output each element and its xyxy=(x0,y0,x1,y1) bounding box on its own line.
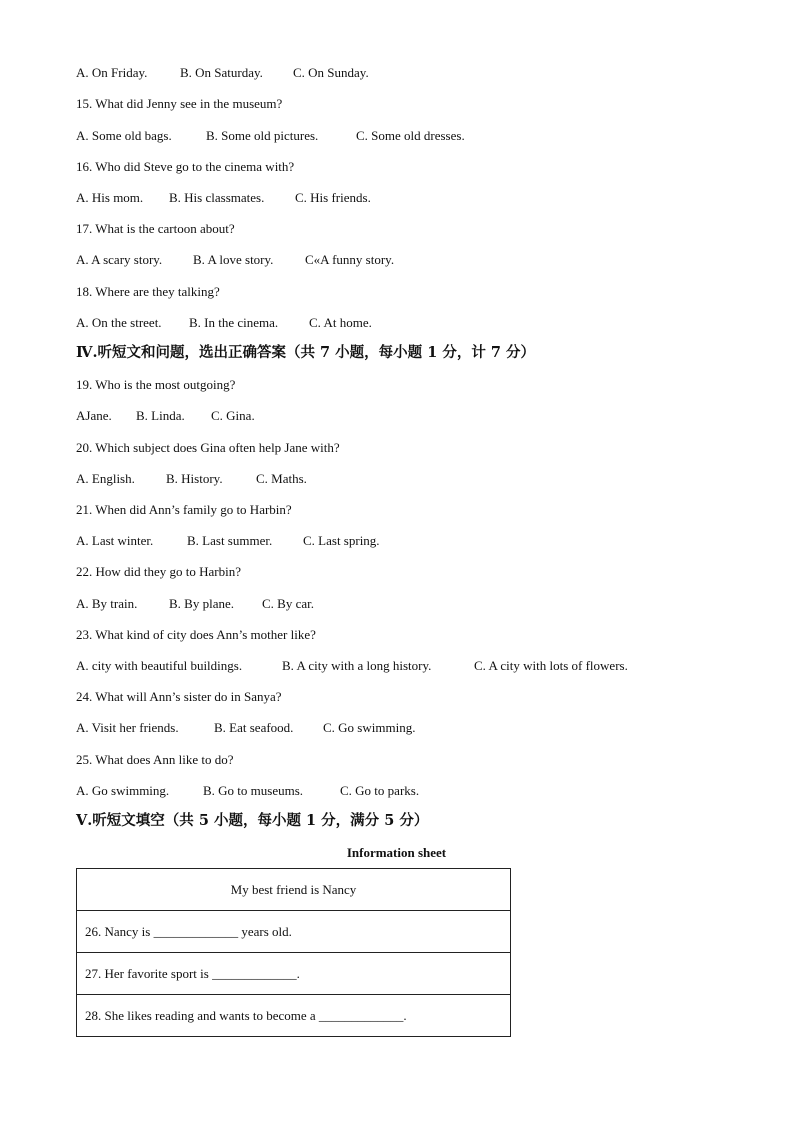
table-row xyxy=(77,911,511,953)
options-row xyxy=(76,783,419,799)
options-row xyxy=(76,190,371,206)
option: A. Some old bags. xyxy=(76,128,172,143)
table-caption: Information sheet xyxy=(346,845,447,860)
option: C. Maths. xyxy=(256,471,307,486)
option: A. city with beautiful buildings. xyxy=(76,658,243,673)
question-text: 20. Which subject does Gina often help Jane with? xyxy=(76,440,340,455)
option: B. A love story. xyxy=(193,252,274,267)
option: B. Go to museums. xyxy=(203,783,304,798)
option: A. Go swimming. xyxy=(76,783,170,798)
table-cell: 27. Her favorite sport is _____________. xyxy=(77,953,511,995)
question-text: 19. Who is the most outgoing? xyxy=(76,377,236,392)
question-text: 16. Who did Steve go to the cinema with? xyxy=(76,159,295,174)
question-text: 24. What will Ann’s sister do in Sanya? xyxy=(76,689,282,704)
options-row xyxy=(76,128,465,144)
option: B. His classmates. xyxy=(169,190,265,205)
option: B. On Saturday. xyxy=(180,65,263,80)
options-row xyxy=(76,658,628,674)
question-text: 23. What kind of city does Ann’s mother like? xyxy=(76,627,316,642)
option: C. Some old dresses. xyxy=(356,128,465,143)
option: C. Last spring. xyxy=(303,533,380,548)
options-row xyxy=(76,471,307,487)
options-row xyxy=(76,720,415,736)
option: C. His friends. xyxy=(295,190,371,205)
option: B. In the cinema. xyxy=(189,315,279,330)
option: C. A city with lots of flowers. xyxy=(474,658,628,673)
question-text: 15. What did Jenny see in the museum? xyxy=(76,96,283,111)
options-row xyxy=(76,252,394,268)
option: C. Go swimming. xyxy=(323,720,416,735)
option: A. A scary story. xyxy=(76,252,163,267)
question-text: 21. When did Ann’s family go to Harbin? xyxy=(76,502,292,517)
option: B. By plane. xyxy=(169,596,234,611)
table-row xyxy=(77,995,511,1037)
option: C. By car. xyxy=(262,596,314,611)
option: B. Last summer. xyxy=(187,533,273,548)
option: C. Go to parks. xyxy=(340,783,420,798)
option: A. English. xyxy=(76,471,135,486)
table-cell: 26. Nancy is _____________ years old. xyxy=(77,911,511,953)
option: A. His mom. xyxy=(76,190,144,205)
table-row xyxy=(77,869,511,911)
option: B. Linda. xyxy=(136,408,185,423)
option: B. Eat seafood. xyxy=(214,720,294,735)
option: B. History. xyxy=(166,471,223,486)
option: B. Some old pictures. xyxy=(206,128,319,143)
section-heading: Ⅳ.听短文和问题，选出正确答案（共 7 小题，每小题 1 分，计 7 分） xyxy=(76,344,536,361)
option: A. Last winter. xyxy=(76,533,154,548)
option: A. Visit her friends. xyxy=(76,720,179,735)
options-row xyxy=(76,596,314,612)
table-cell: 28. She likes reading and wants to become a _____________. xyxy=(77,995,511,1037)
question-text: 18. Where are they talking? xyxy=(76,284,220,299)
table-cell: My best friend is Nancy xyxy=(77,869,511,911)
section-heading: Ⅴ.听短文填空（共 5 小题，每小题 1 分，满分 5 分） xyxy=(76,812,429,829)
question-text: 17. What is the cartoon about? xyxy=(76,221,235,236)
option: B. A city with a long history. xyxy=(282,658,432,673)
question-text: 25. What does Ann like to do? xyxy=(76,752,234,767)
table-row xyxy=(77,953,511,995)
option: C«A funny story. xyxy=(305,252,395,267)
options-row xyxy=(76,315,372,331)
option: A. By train. xyxy=(76,596,138,611)
options-row xyxy=(76,408,255,424)
option: AJane. xyxy=(76,408,112,423)
question-text: 22. How did they go to Harbin? xyxy=(76,564,242,579)
option: A. On Friday. xyxy=(76,65,148,80)
option: C. At home. xyxy=(309,315,372,330)
option: A. On the street. xyxy=(76,315,162,330)
information-sheet-table xyxy=(76,868,511,1037)
options-row xyxy=(76,533,380,549)
option: C. Gina. xyxy=(211,408,255,423)
option: C. On Sunday. xyxy=(293,65,369,80)
options-row xyxy=(76,65,369,81)
